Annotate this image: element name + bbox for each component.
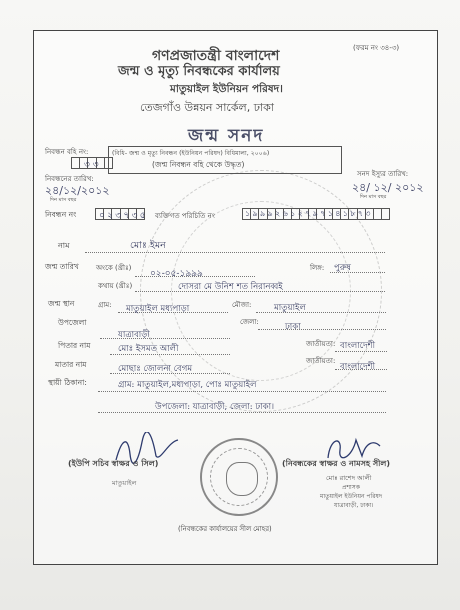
name-value: মোঃ ইমন [130, 240, 166, 251]
father-label: পিতার নাম [58, 341, 91, 350]
office-heading: জন্ম ও মৃত্যু নিবন্ধকের কার্যালয় [118, 64, 280, 79]
country-heading: গণপ্রজাতন্ত্রী বাংলাদেশ [152, 48, 280, 64]
upazila-value: যাত্রাবাড়ী [118, 330, 150, 340]
registrar-name: মোঃ রাশেদ আলী [326, 474, 372, 482]
registration-date-label: নিবন্ধনের তারিখ: [45, 175, 94, 183]
registrar-signature-label: (নিবন্ধকের স্বাক্ষর ও নামসহ সীল) [282, 459, 391, 468]
district-label: জেলা: [240, 318, 259, 326]
personal-id-label: ব্যক্তিগত পরিচিতি নং [155, 212, 215, 220]
office-seal-label: (নিবন্ধকের কার্যালয়ের সীল মোহর) [178, 525, 272, 533]
birthplace-label: জন্ম স্থান [48, 299, 75, 308]
sex-label: লিঙ্গ: [310, 264, 325, 272]
dob-digit-value: ০২-০৫-১৯৯৯ [150, 269, 203, 279]
address-label: স্থায়ী ঠিকানা: [48, 378, 87, 387]
issue-date-value: ২৪/ ১২/ ২০১২ [352, 181, 424, 194]
district-line [258, 329, 386, 330]
father-nationality-value: বাংলাদেশী [340, 341, 375, 351]
mother-nationality-value: বাংলাদেশী [340, 362, 375, 372]
secretary-signature-label: (ইউপি সচিব স্বাক্ষর ও সিল) [68, 459, 159, 468]
personal-id-value: ১৯৯৯২৬১২৭৯৭১৪১৮৭৩ [245, 208, 373, 218]
form-number: (ফরম নং ৩৪-৩) [353, 44, 400, 52]
registrar-address: যাত্রাবাড়ী, ঢাকা। [334, 502, 374, 509]
mouza-label: মৌজা: [232, 301, 252, 309]
registration-number-value: ০২৩৭৩৫ [99, 211, 148, 221]
registrar-org: মাতুয়াইল ইউনিয়ন পরিষদ [320, 493, 383, 500]
office-seal [200, 438, 278, 516]
mother-label: মাতার নাম [55, 360, 87, 369]
district-value: ঢাকা [285, 322, 301, 332]
father-value: মোঃ ইসমত আলী [118, 344, 179, 354]
dob-label: জন্ম তারিখ [45, 262, 79, 271]
name-label: নাম [58, 241, 70, 250]
father-nationality-label: জাতীয়তা: [306, 340, 336, 348]
address-line2-value: উপজেলা: যাত্রাবাড়ী, জেলা: ঢাকা। [155, 402, 275, 412]
address-line1-value: গ্রাম: মাতুয়াইল,মধ্যপাড়া, পোঃ মাতুয়াইল [118, 380, 257, 390]
mother-value: মোছাঃ জোলনা বেগম [118, 364, 193, 374]
seal-emblem-icon [226, 462, 258, 496]
law-reference: (বিধি- জন্ম ও মৃত্যু নিবন্ধন (ইউনিয়ন পরিষদ) বিধিমালা, ২০০৬) [112, 150, 270, 157]
issue-date-caption: দিন মাস বছর [360, 194, 387, 200]
book-number-label: নিবন্ধন বহি নং: [45, 148, 89, 156]
issue-date-label: সনদ ইস্যুর তারিখ: [357, 170, 409, 178]
secretary-place: মাতুয়াইল [112, 479, 137, 487]
circle-heading: তেজগাঁও উন্নয়ন সার্কেল, ঢাকা [140, 101, 275, 114]
registrar-title: প্রশাসক [342, 484, 360, 491]
village-value: মাতুয়াইল মধ্যপাড়া [126, 304, 190, 314]
book-number-value: ৩ ৩ [84, 160, 99, 170]
dob-word-value: দোসরা মে উনিশ শত নিরানব্বই [178, 282, 283, 292]
registration-date-caption: দিন মাস বছর [50, 197, 77, 203]
sex-line [330, 272, 385, 273]
extract-note: (জন্ম নিবন্ধন বহি থেকে উদ্ধৃত) [152, 160, 245, 169]
upazila-label: উপজেলা [58, 318, 87, 327]
registration-number-label: নিবন্ধন নং [45, 210, 77, 219]
village-label: গ্রাম: [98, 301, 112, 309]
dob-digit-label: অংকে (খ্রীঃ) [96, 264, 132, 272]
certificate-title: জন্ম সনদ [188, 126, 265, 146]
sex-value: পুরুষ [334, 263, 351, 273]
union-heading: মাতুয়াইল ইউনিয়ন পরিষদ। [170, 83, 283, 95]
dob-word-label: কথায় (খ্রীঃ) [98, 282, 133, 290]
mother-nationality-label: জাতীয়তা: [306, 357, 336, 365]
registration-date-value: ২৪/১২/২০১২ [45, 184, 110, 197]
mouza-value: মাতুয়াইল [274, 303, 306, 313]
